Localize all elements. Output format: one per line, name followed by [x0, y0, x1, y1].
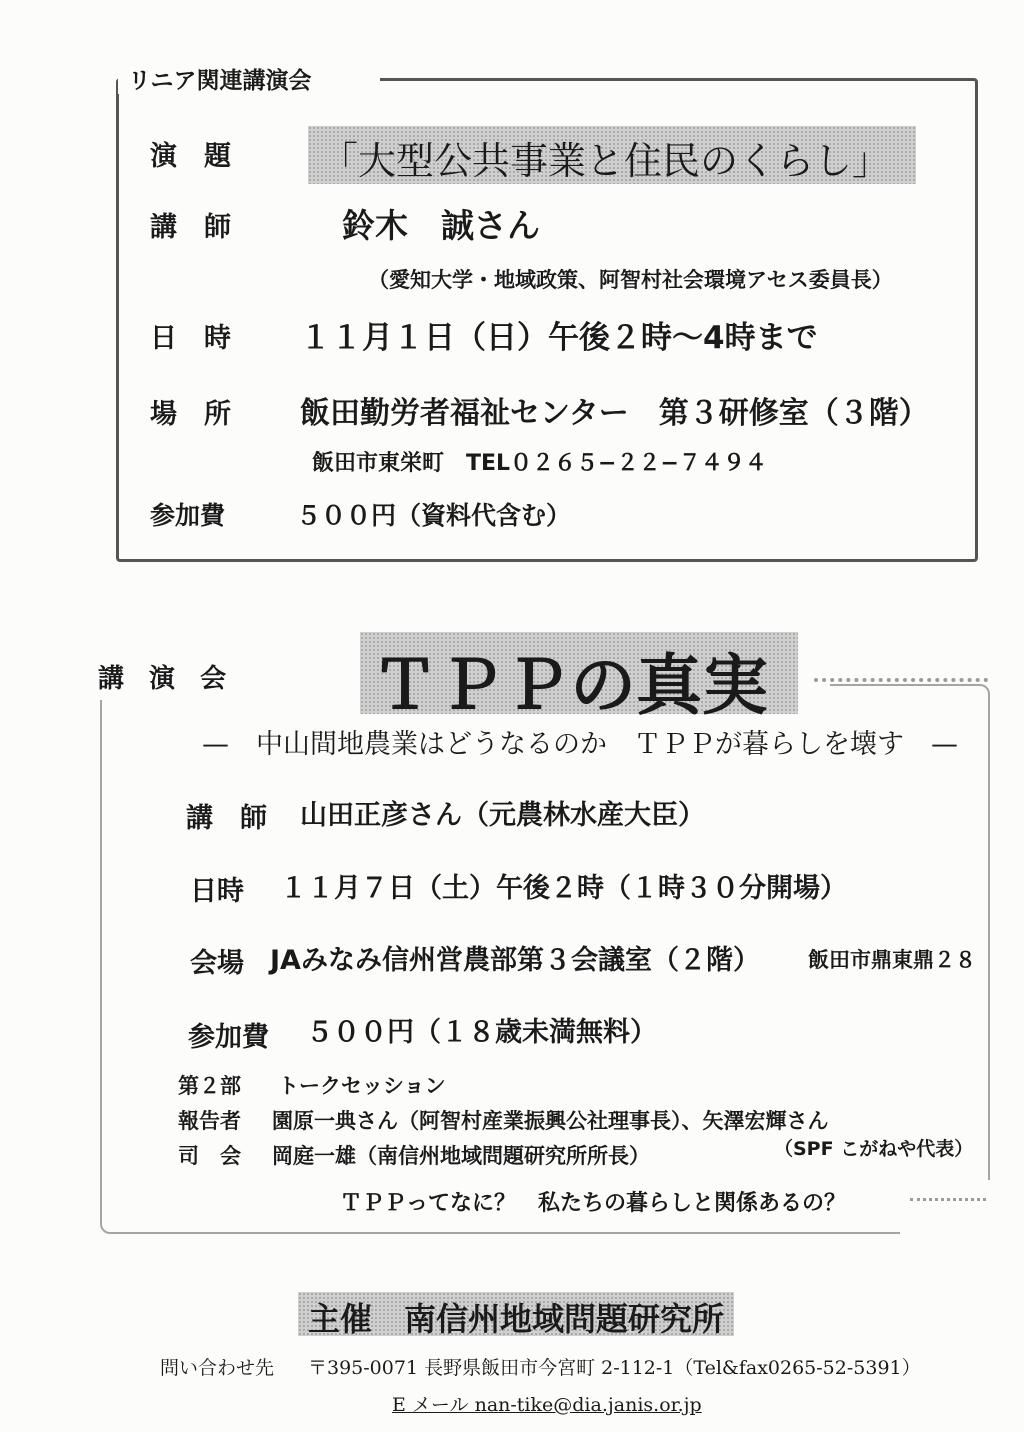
lecture1-title: 「大型公共事業と住民のくらし」	[320, 139, 891, 183]
lecture1-venue: 飯田勤労者福祉センター 第３研修室（３階）	[300, 396, 929, 431]
contact-label: 問い合わせ先	[160, 1357, 275, 1379]
email-line	[392, 1390, 702, 1417]
lecture2-tagline-rule	[910, 1198, 986, 1201]
lecture1-heading: リニア関連講演会	[128, 67, 312, 94]
email-address[interactable]: nan-tike@dia.janis.or.jp	[474, 1394, 702, 1416]
lecture2-datetime: １１月７日（土）午後２時（１時３０分開場）	[280, 873, 847, 904]
lecture2-title-rule	[814, 678, 988, 682]
lecture2-part2: トークセッション	[278, 1074, 446, 1098]
lecture2-tagline: ＴＰＰってなに？ 私たちの暮らしと関係あるの？	[340, 1191, 847, 1216]
contact: 〒395-0071 長野県飯田市今宮町 2-112-1（Tel&fax0265-52-5391）	[308, 1357, 921, 1379]
organizer: 主催 南信州地域問題研究所	[308, 1300, 725, 1338]
lecture2-moderator: 岡庭一雄（南信州地域問題研究所所長）	[272, 1144, 650, 1168]
email-label: E メール	[392, 1394, 469, 1416]
lecture2-reporters: 園原一典さん（阿智村産業振興公社理事長）、矢澤宏輝さん	[272, 1109, 829, 1133]
lecture2-speaker-label: 講 師	[186, 803, 267, 834]
lecture1-venue-label: 場 所	[150, 399, 231, 430]
lecture2-label: 講 演 会	[98, 664, 235, 694]
lecture2-title: ＴＰＰの真実	[372, 646, 768, 724]
lecture2-venue: JAみなみ信州営農部第３会議室（２階）	[270, 945, 760, 976]
lecture2-part2-label: 第２部	[178, 1074, 241, 1098]
lecture2-subtitle: — 中山間地農業はどうなるのか ＴＰＰが暮らしを壊す —	[202, 729, 958, 760]
lecture2-venue-address: 飯田市鼎東鼎２８	[808, 948, 976, 972]
lecture2-moderator-label: 司 会	[178, 1144, 241, 1168]
lecture2-venue-label: 会場	[190, 948, 244, 979]
lecture2-reporter2-affiliation: （SPF こがねや代表）	[774, 1138, 974, 1160]
lecture1-speaker: 鈴木 誠さん	[342, 206, 540, 245]
lecture2-reporter-label: 報告者	[178, 1109, 241, 1133]
lecture1-affiliation: （愛知大学・地域政策、阿智村社会環境アセス委員長）	[368, 268, 893, 292]
lecture2-fee-label: 参加費	[188, 1022, 269, 1053]
lecture1-datetime: １１月１日（日）午後２時〜4時まで	[300, 320, 818, 356]
lecture2-speaker: 山田正彦さん（元農林水産大臣）	[300, 800, 705, 831]
lecture1-speaker-label: 講 師	[150, 212, 231, 243]
lecture1-address: 飯田市東栄町 TEL０２６５−２２−７４９４	[312, 451, 767, 476]
lecture1-fee-label: 参加費	[150, 501, 226, 530]
lecture2-fee: ５００円（１８歳未満無料）	[306, 1017, 657, 1048]
lecture1-title-label: 演 題	[150, 141, 231, 172]
lecture2-datetime-label: 日時	[190, 876, 244, 907]
lecture1-fee: ５００円（資料代含む）	[296, 501, 572, 530]
lecture1-datetime-label: 日 時	[150, 323, 231, 354]
